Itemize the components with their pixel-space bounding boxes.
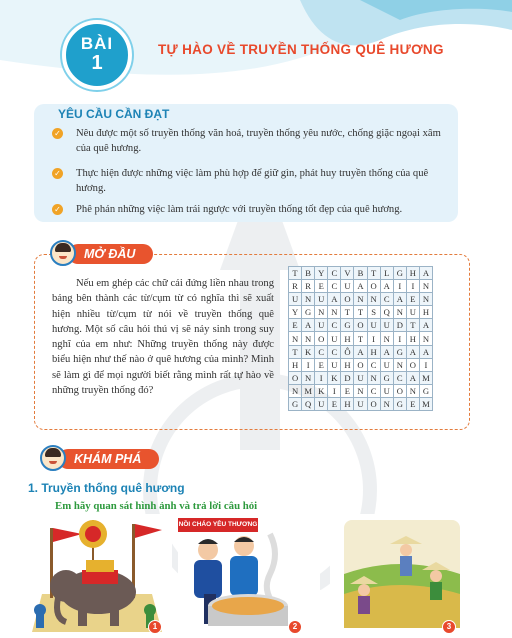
requirement-item: ✓ Nêu được một số truyền thống văn hoá, truyền thống yêu nước, chống giặc ngoại xâm của quê hương.	[52, 126, 452, 156]
letter-cell: O	[367, 397, 380, 410]
letter-cell: A	[354, 345, 367, 358]
letter-cell: A	[419, 267, 432, 280]
intro-paragraph: Nếu em ghép các chữ cái đứng liền nhau trong bảng bên thành các từ/cụm từ có nghĩa thì sẽ xuất hiện nhiều từ/cụm từ nói về truyền thống quê hương. Một số câu hỏi thú vị sẽ nảy sinh trong suy nghĩ của em như: Những truyền thống này được biểu hiện như thế nào ở quê hương của mình? Mình sẽ làm gì để mọi người biết rằng mình rất tự hào về những truyền thống đó?	[52, 278, 274, 397]
letter-cell: I	[406, 280, 419, 293]
letter-cell: U	[367, 319, 380, 332]
letter-cell: G	[341, 319, 354, 332]
letter-cell: G	[302, 306, 315, 319]
letter-cell: H	[289, 358, 302, 371]
letter-cell: N	[406, 384, 419, 397]
letter-grid-row	[289, 358, 433, 371]
letter-cell: A	[406, 371, 419, 384]
letter-cell: G	[419, 384, 432, 397]
check-icon: ✓	[52, 128, 63, 139]
instruction-text: Em hãy quan sát hình ảnh và trả lời câu hỏi	[55, 500, 258, 512]
image-number-badge: 1	[148, 620, 162, 634]
letter-cell: I	[315, 371, 328, 384]
letter-cell: G	[393, 267, 406, 280]
letter-cell: C	[367, 384, 380, 397]
letter-grid-row	[289, 293, 433, 306]
letter-cell: E	[289, 319, 302, 332]
letter-grid-row	[289, 306, 433, 319]
letter-cell: N	[380, 332, 393, 345]
letter-cell: S	[367, 306, 380, 319]
letter-cell: N	[419, 293, 432, 306]
letter-cell: Y	[315, 267, 328, 280]
letter-cell: D	[393, 319, 406, 332]
requirements-title: YÊU CẦU CẦN ĐẠT	[58, 107, 170, 121]
letter-cell: I	[302, 358, 315, 371]
letter-cell: C	[393, 371, 406, 384]
letter-cell: N	[354, 384, 367, 397]
lesson-number: 1	[91, 52, 103, 74]
letter-grid-row	[289, 267, 433, 280]
letter-grid-row	[289, 332, 433, 345]
letter-cell: U	[354, 371, 367, 384]
letter-grid-row	[289, 280, 433, 293]
letter-cell: H	[367, 345, 380, 358]
letter-cell: B	[302, 267, 315, 280]
letter-cell: G	[393, 345, 406, 358]
illustration-rice-harvest	[330, 514, 470, 632]
letter-grid-row	[289, 384, 433, 397]
letter-cell: U	[328, 358, 341, 371]
letter-cell: G	[393, 397, 406, 410]
letter-grid	[288, 266, 433, 411]
letter-cell: A	[380, 280, 393, 293]
letter-cell: T	[406, 319, 419, 332]
student-avatar-icon	[40, 445, 66, 471]
intro-banner	[50, 240, 180, 266]
letter-cell: E	[341, 384, 354, 397]
letter-cell: C	[367, 358, 380, 371]
letter-cell: N	[380, 397, 393, 410]
letter-grid-row	[289, 319, 433, 332]
letter-grid-row	[289, 345, 433, 358]
letter-cell: U	[315, 293, 328, 306]
letter-cell: K	[328, 371, 341, 384]
check-icon: ✓	[52, 204, 63, 215]
letter-cell: N	[315, 306, 328, 319]
letter-cell: V	[341, 267, 354, 280]
letter-cell: N	[367, 293, 380, 306]
letter-cell: N	[302, 332, 315, 345]
requirement-item: ✓ Thực hiện được những việc làm phù hợp để giữ gìn, phát huy truyền thống của quê hương.	[52, 166, 452, 196]
student-avatar-icon	[50, 240, 76, 266]
letter-cell: L	[380, 267, 393, 280]
letter-cell: A	[406, 345, 419, 358]
letter-cell: E	[315, 280, 328, 293]
letter-cell: N	[302, 371, 315, 384]
letter-cell: U	[315, 319, 328, 332]
letter-cell: C	[315, 345, 328, 358]
letter-cell: G	[289, 397, 302, 410]
lesson-badge	[62, 20, 132, 90]
letter-cell: E	[406, 293, 419, 306]
letter-cell: C	[328, 267, 341, 280]
letter-cell: H	[419, 306, 432, 319]
letter-cell: N	[367, 371, 380, 384]
lesson-title: TỰ HÀO VỀ TRUYỀN THỐNG QUÊ HƯƠNG	[158, 42, 444, 57]
letter-cell: T	[289, 267, 302, 280]
letter-cell: H	[341, 358, 354, 371]
letter-cell: K	[315, 384, 328, 397]
charity-sign: NỒI CHÁO YÊU THƯƠNG	[178, 518, 258, 532]
letter-cell: C	[328, 319, 341, 332]
letter-cell: H	[341, 332, 354, 345]
lesson-word: BÀI	[80, 34, 114, 53]
letter-cell: A	[302, 319, 315, 332]
illustration-festival	[22, 514, 172, 632]
letter-cell: O	[341, 293, 354, 306]
letter-cell: N	[289, 384, 302, 397]
letter-cell: A	[354, 280, 367, 293]
letter-cell: T	[289, 345, 302, 358]
letter-cell: U	[341, 280, 354, 293]
section-title: 1. Truyền thống quê hương	[28, 481, 185, 495]
letter-cell: N	[393, 306, 406, 319]
letter-cell: O	[393, 384, 406, 397]
letter-cell: E	[328, 397, 341, 410]
letter-cell: E	[315, 358, 328, 371]
letter-grid-row	[289, 371, 433, 384]
letter-cell: N	[419, 280, 432, 293]
letter-cell: O	[289, 371, 302, 384]
letter-cell: Q	[302, 397, 315, 410]
letter-cell: H	[406, 267, 419, 280]
letter-cell: T	[341, 306, 354, 319]
image-number-badge: 2	[288, 620, 302, 634]
letter-cell: U	[315, 397, 328, 410]
letter-cell: I	[393, 332, 406, 345]
letter-cell: G	[380, 371, 393, 384]
letter-cell: O	[354, 319, 367, 332]
letter-cell: T	[354, 306, 367, 319]
letter-cell: A	[419, 319, 432, 332]
letter-cell: A	[393, 293, 406, 306]
letter-cell: I	[419, 358, 432, 371]
letter-grid-row	[289, 397, 433, 410]
letter-cell: N	[302, 293, 315, 306]
letter-cell: U	[289, 293, 302, 306]
letter-cell: O	[367, 280, 380, 293]
letter-cell: A	[328, 293, 341, 306]
letter-cell: C	[328, 280, 341, 293]
letter-cell: A	[419, 345, 432, 358]
letter-cell: Y	[289, 306, 302, 319]
letter-cell: U	[380, 358, 393, 371]
requirement-item: ✓ Phê phán những việc làm trái ngược với truyền thống tốt đẹp của quê hương.	[52, 202, 452, 217]
intro-banner-label: MỞ ĐẦU	[68, 244, 153, 264]
letter-cell: O	[354, 358, 367, 371]
letter-cell: O	[406, 358, 419, 371]
letter-cell: T	[367, 267, 380, 280]
letter-cell: U	[328, 332, 341, 345]
letter-cell: Ô	[341, 345, 354, 358]
letter-cell: I	[393, 280, 406, 293]
letter-cell: R	[289, 280, 302, 293]
letter-cell: I	[328, 384, 341, 397]
explore-banner	[40, 445, 170, 471]
letter-cell: R	[302, 280, 315, 293]
letter-cell: U	[380, 319, 393, 332]
letter-cell: M	[419, 397, 432, 410]
letter-cell: Q	[380, 306, 393, 319]
letter-cell: U	[380, 384, 393, 397]
letter-cell: K	[302, 345, 315, 358]
letter-cell: N	[393, 358, 406, 371]
letter-cell: N	[419, 332, 432, 345]
letter-cell: T	[354, 332, 367, 345]
letter-cell: C	[328, 345, 341, 358]
image-number-badge: 3	[442, 620, 456, 634]
letter-cell: E	[406, 397, 419, 410]
check-icon: ✓	[52, 168, 63, 179]
letter-cell: O	[315, 332, 328, 345]
letter-cell: U	[354, 397, 367, 410]
explore-banner-label: KHÁM PHÁ	[58, 449, 159, 469]
letter-cell: M	[302, 384, 315, 397]
letter-cell: H	[341, 397, 354, 410]
letter-cell: A	[380, 345, 393, 358]
letter-cell: D	[341, 371, 354, 384]
letter-cell: N	[289, 332, 302, 345]
letter-cell: H	[406, 332, 419, 345]
letter-cell: B	[354, 267, 367, 280]
letter-cell: U	[406, 306, 419, 319]
letter-cell: M	[419, 371, 432, 384]
letter-cell: N	[354, 293, 367, 306]
letter-cell: N	[328, 306, 341, 319]
letter-cell: I	[367, 332, 380, 345]
letter-cell: C	[380, 293, 393, 306]
